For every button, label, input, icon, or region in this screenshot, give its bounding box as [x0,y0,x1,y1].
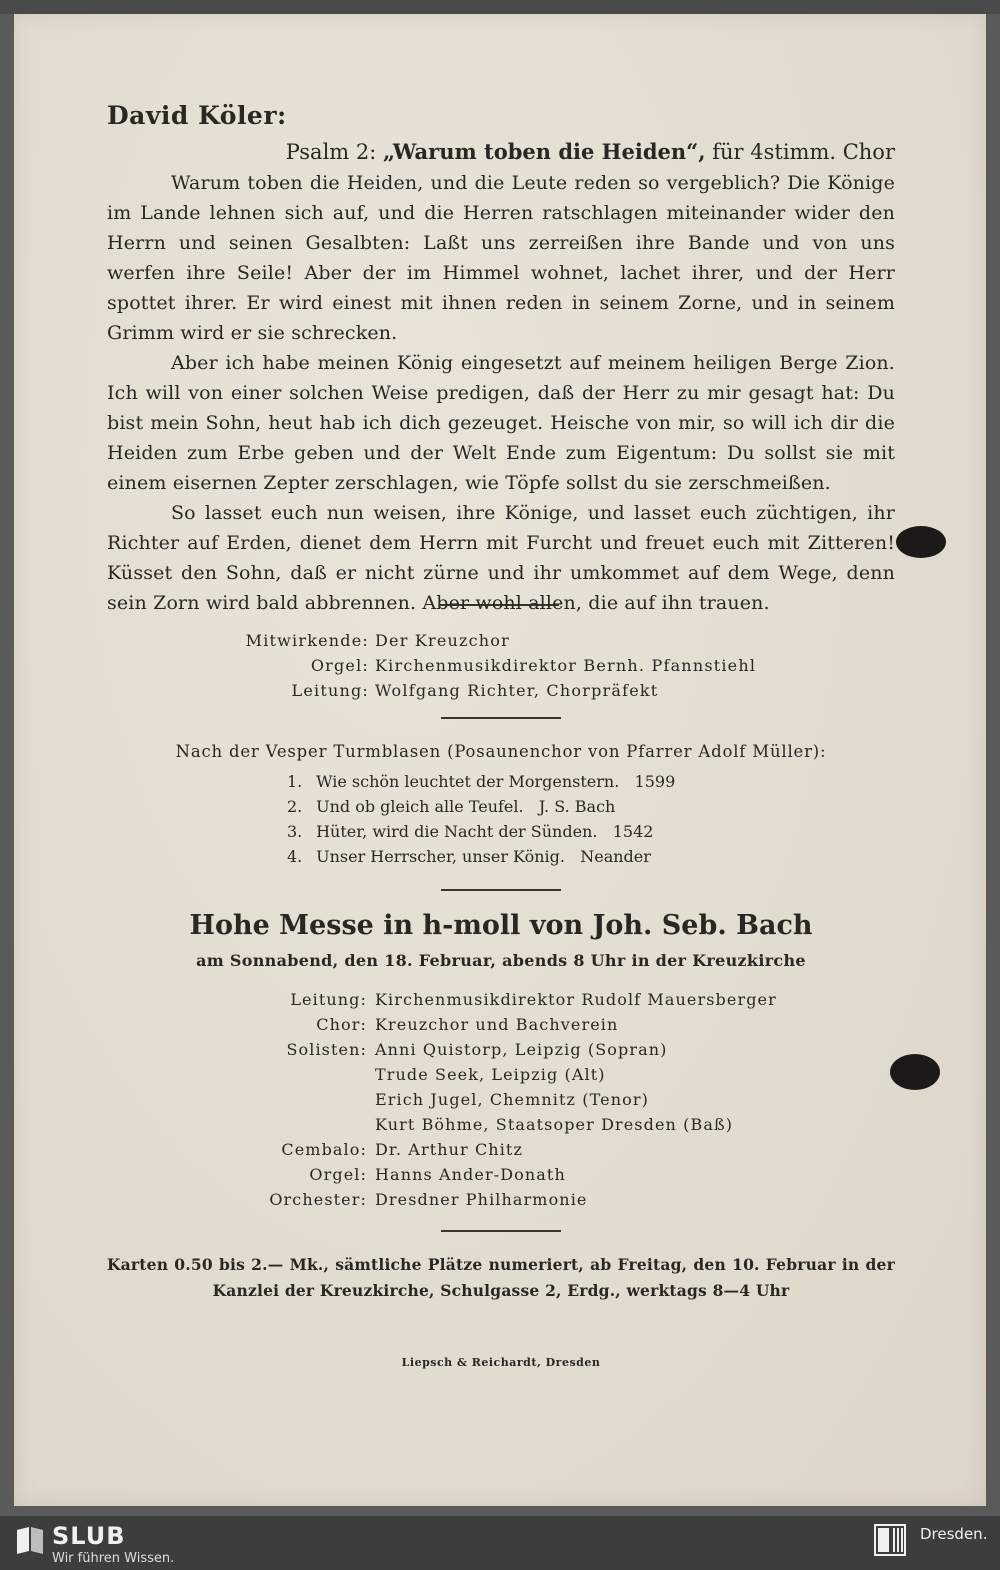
cast-key [107,1087,367,1112]
cast-value: Dr. Arthur Chitz [375,1140,523,1159]
cast-value: Kurt Böhme, Staatsoper Dresden (Baß) [375,1115,734,1134]
cast-value: Kreuzchor und Bachverein [375,1015,619,1034]
item-title: Und ob gleich alle Teufel. [316,797,524,816]
cast-list [107,987,895,1212]
document-content [107,96,895,1369]
list-item [287,769,895,794]
coat-of-arms-icon[interactable] [874,1524,906,1564]
psalm-prefix: Psalm 2: [285,140,377,164]
top-border [0,0,1000,14]
cast-value: Trude Seek, Leipzig (Alt) [375,1065,606,1084]
mass-title: Hohe Messe in h-moll von Joh. Seb. Bach [189,910,813,941]
item-title: Hüter, wird die Nacht der Sünden. [316,822,598,841]
credit-value: Wolfgang Richter, Chorpräfekt [375,681,659,700]
credit-value: Der Kreuzchor [375,631,510,650]
cast-key: Leitung: [290,990,367,1009]
footer-bar [0,1516,1000,1570]
cast-key: Orchester: [269,1190,367,1209]
cast-key [107,1112,367,1137]
tower-list [107,769,895,869]
item-number: 1. [287,772,303,791]
item-title: Unser Herrscher, unser König. [316,847,565,866]
divider [441,889,561,891]
library-tagline: Wir führen Wissen. [52,1551,175,1566]
cast-key [107,1062,367,1087]
item-extra: 1599 [634,772,676,791]
cast-value: Erich Jugel, Chemnitz (Tenor) [375,1090,649,1109]
item-number: 3. [287,822,303,841]
psalm-suffix: für 4stimm. Chor [712,140,895,164]
composer-heading: David Köler: [107,101,287,130]
item-extra: 1542 [612,822,654,841]
psalm-paragraph: So lasset euch nun weisen, ihre Könige, und lasset euch züchtigen, ihr Richter auf Erden, dienet dem Herrn mit Furcht und freuet euch mit Zitteren! Küsset den Sohn, daß er nicht zürne und ihr umkommet auf dem Wege, denn sein Zorn wird bald abbrennen. Aber wohl allen, die auf ihn trauen. [107,502,895,614]
list-item [287,819,895,844]
item-extra: Neander [580,847,651,866]
psalm-name: „Warum toben die Heiden“, [383,139,706,164]
psalm-title [107,136,895,168]
credits-list [107,628,895,703]
list-item [287,794,895,819]
divider [441,717,561,719]
cast-value: Dresdner Philharmonie [375,1190,588,1209]
ticket-info: Karten 0.50 bis 2.— Mk., sämtliche Plätze numeriert, ab Freitag, den 10. Februar in der Kanzlei der Kreuzkirche, Schulgasse 2, Erdg., werktags 8—4 Uhr [107,1255,895,1300]
credit-key: Leitung: [291,681,369,700]
ink-blot [896,526,946,558]
cast-key: Solisten: [286,1040,367,1059]
cast-key: Orgel: [309,1165,367,1184]
list-item [287,844,895,869]
psalm-paragraph: Warum toben die Heiden, und die Leute reden so vergeblich? Die Könige im Lande lehnen sich auf, und die Herren ratschlagen miteinander wider den Herrn und seinen Gesalbten: Laßt uns zerreißen ihre Bande und von uns werfen ihre Seile! Aber der im Himmel wohnet, lachet ihrer, und der Herr spottet ihrer. Er wird einest mit ihnen reden in seinem Zorne, und in seinem Grimm wird er sie schrecken. [107,172,895,344]
cast-value: Anni Quistorp, Leipzig (Sopran) [375,1040,668,1059]
book-icon[interactable] [14,1524,46,1560]
library-name[interactable]: SLUB [52,1522,126,1550]
item-number: 2. [287,797,303,816]
ink-blot [890,1054,940,1090]
credit-value: Kirchenmusikdirektor Bernh. Pfannstiehl [375,656,757,675]
psalm-paragraph: Aber ich habe meinen König eingesetzt auf meinem heiligen Berge Zion. Ich will von einer solchen Weise predigen, daß der Herr zu mir gesagt hat: Du bist mein Sohn, heut hab ich dich gezeuget. Heische von mir, so will ich dir die Heiden zum Erbe geben und der Welt Ende zum Eigentum: Du sollst sie mit einem eisernen Zepter zerschlagen, wie Töpfe sollst du sie zerschmeißen. [107,352,895,494]
cast-key: Cembalo: [281,1140,367,1159]
credit-key: Mitwirkende: [245,631,369,650]
cast-value: Kirchenmusikdirektor Rudolf Mauersberger [375,990,777,1009]
credit-key: Orgel: [310,656,369,675]
mass-subtitle: am Sonnabend, den 18. Februar, abends 8 Uhr in der Kreuzkirche [196,951,806,970]
cast-key: Chor: [316,1015,367,1034]
city-logo-text[interactable]: Dresden. [920,1525,988,1543]
item-extra: J. S. Bach [538,797,616,816]
item-title: Wie schön leuchtet der Morgenstern. [316,772,620,791]
cast-value: Hanns Ander-Donath [375,1165,566,1184]
tower-intro: Nach der Vesper Turmblasen (Posaunenchor von Pfarrer Adolf Müller): [175,742,827,761]
divider [441,1230,561,1232]
printer-imprint: Liepsch & Reichardt, Dresden [401,1356,601,1369]
item-number: 4. [287,847,303,866]
